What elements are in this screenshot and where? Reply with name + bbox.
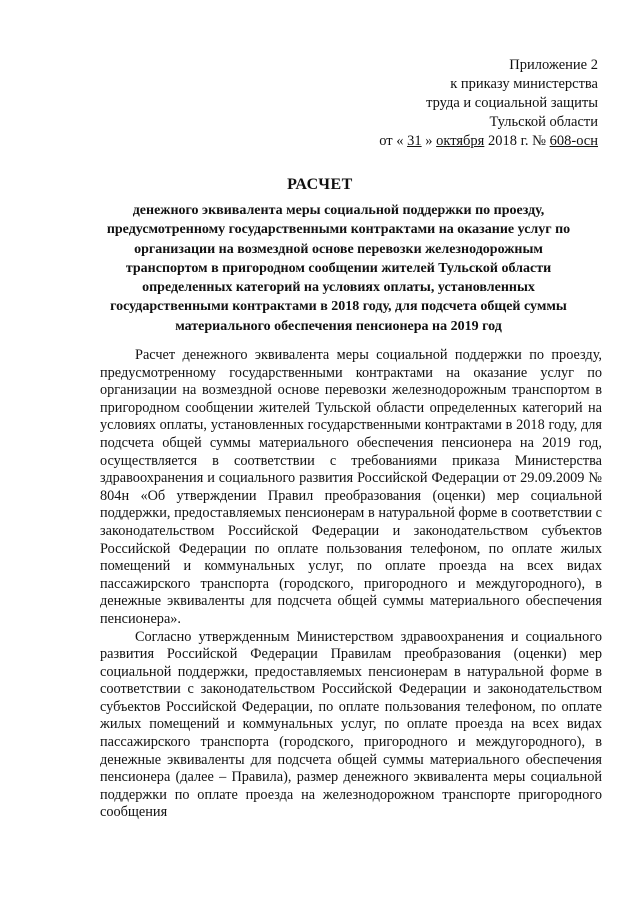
document-subtitle: денежного эквивалента меры социальной поддержки по проезду, предусмотренному государственными контрактами на оказание услуг по организации на возмездной основе перевозки железнодорожным транспортом в пригородном сообщении жителей Тульской области определенных категорий на условиях оплаты, установленных государственными контрактами в 2018 году, для подсчета общей суммы материального обеспечения пенсионера на 2019 год (106, 203, 571, 334)
body-paragraph: Расчет денежного эквивалента меры социальной поддержки по проезду, предусмотренному государственными контрактами на оказание услуг по организации на возмездной основе перевозки железнодорожным транспортом в пригородном сообщении жителей Тульской области определенных категорий на условиях оплаты, установленных государственными контрактами в 2018 году, для подсчета общей суммы материального обеспечения пенсионера на 2019 год, осуществляется в соответствии с требованиями приказа Министерства здравоохранения и социального развития Российской Федерации от 29.09.2009 № 804н «Об утверждении Правил преобразования (оценки) мер социальной поддержки, предоставляемых пенсионерам в натуральной форме в соответствии с законодательством Российской Федерации и законодательством субъектов Российской Федерации по оплате пользования телефоном, по оплате жилых помещений и коммунальных услуг, по оплате проезда на всех видах пассажирского транспорта (городского, пригородного и междугородного), в денежные эквиваленты для подсчета общей суммы материального обеспечения пенсионера». (100, 347, 602, 627)
appendix-line: Приложение 2 (509, 57, 598, 73)
body-paragraph: Согласно утвержденным Министерством здравоохранения и социального развития Российской Федерации Правилам преобразования (оценки) мер социальной поддержки, предоставляемых пенсионерам в натуральной форме в соответствии с законодательством Российской Федерации и законодательством субъектов Российской Федерации, по оплате пользования телефоном, по оплате жилых помещений и коммунальных услуг, по оплате проезда на всех видах пассажирского транспорта (городского, пригородного и междугородного), в денежные эквиваленты для подсчета общей суммы материального обеспечения пенсионера (далее – Правила), размер денежного эквивалента меры социальной поддержки по оплате проезда на железнодорожном транспорте пригородного сообщения (100, 628, 602, 821)
order-number: 608-осн (549, 133, 598, 149)
order-month: октября (436, 133, 485, 149)
date-mid: » (425, 133, 433, 149)
appendix-line: труда и социальной защиты (426, 95, 598, 111)
date-suffix: 2018 г. № (487, 133, 546, 149)
document-body (100, 347, 602, 822)
document-title: РАСЧЕТ (287, 176, 353, 193)
order-day: 31 (407, 133, 422, 149)
appendix-header (379, 56, 598, 151)
order-date-line (379, 132, 598, 151)
appendix-line: Тульской области (489, 114, 598, 130)
date-prefix: от « (379, 133, 404, 149)
appendix-line: к приказу министерства (450, 76, 598, 92)
